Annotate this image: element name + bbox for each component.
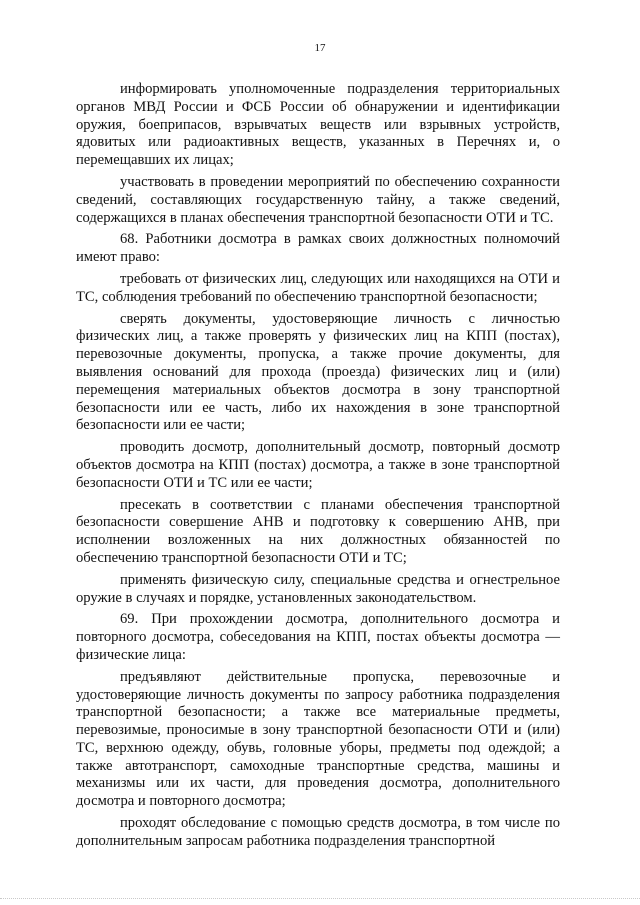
paragraph-use-force: применять физическую силу, специальные средства и огнестрельное оружие в случаях и порядке, установленных законодательством.: [76, 571, 560, 606]
paragraph-69-heading: 69. При прохождении досмотра, дополнительного досмотра и повторного досмотра, собеседования на КПП, постах объекты досмотра — физические лица:: [76, 611, 560, 663]
paragraph-verify-documents: сверять документы, удостоверяющие личность с личностью физических лиц, а также проверять у физических лиц на КПП (постах), перевозочные документы, пропуска, а также прочие документы, для выявления оснований для прохода (проезда) физических лиц и (или) перемещения материальных объектов досмотра в зону транспортной безопасности или ее часть, либо их нахождения в зоне транспортной безопасности или ее части;: [76, 310, 560, 434]
paragraph-protect-secrets: участвовать в проведении мероприятий по обеспечению сохранности сведений, составляющих государственную тайну, а также сведений, содержащихся в планах обеспечения транспортной безопасности ОТИ и ТС.: [76, 173, 560, 226]
paragraph-suppress-acts: пресекать в соответствии с планами обеспечения транспортной безопасности совершение АНВ и подготовку к совершению АНВ, при исполнении возложенных на них должностных обязанностей по обеспечению транспортной безопасности ОТИ и ТС;: [76, 496, 560, 566]
paragraph-demand-compliance: требовать от физических лиц, следующих или находящихся на ОТИ и ТС, соблюдения требований по обеспечению транспортной безопасности;: [76, 270, 560, 305]
paragraph-inform-authorities: информировать уполномоченные подразделения территориальных органов МВД России и ФСБ России об обнаружении и идентификации оружия, боеприпасов, взрывчатых веществ или взрывных устройств, ядовитых или радиоактивных веществ, указанных в Перечнях и, о перемещавших их лицах;: [76, 81, 560, 169]
paragraph-undergo-screening: проходят обследование с помощью средств досмотра, в том числе по дополнительным запросам работника подразделения транспортной: [76, 815, 560, 849]
document-body: [76, 81, 560, 855]
page-number: 17: [314, 42, 326, 54]
paragraph-present-documents: предъявляют действительные пропуска, перевозочные и удостоверяющие личность документы по запросу работника подразделения транспортной безопасности; а также все материальные предметы, перевозимые, проносимые в зону транспортной безопасности ОТИ и (или) ТС, верхнюю одежду, обувь, головные уборы, предметы под одеждой; а также автотранспорт, самоходные транспортные средства, машины и механизмы или их части, для проведения досмотра, дополнительного досмотра и повторного досмотра;: [76, 668, 560, 810]
paragraph-68-heading: 68. Работники досмотра в рамках своих должностных полномочий имеют право:: [76, 231, 560, 266]
page-bottom-edge: [0, 898, 640, 899]
paragraph-conduct-inspection: проводить досмотр, дополнительный досмотр, повторный досмотр объектов досмотра на КПП (постах) досмотра, а также в зоне транспортной безопасности ОТИ и ТС или ее части;: [76, 439, 560, 491]
